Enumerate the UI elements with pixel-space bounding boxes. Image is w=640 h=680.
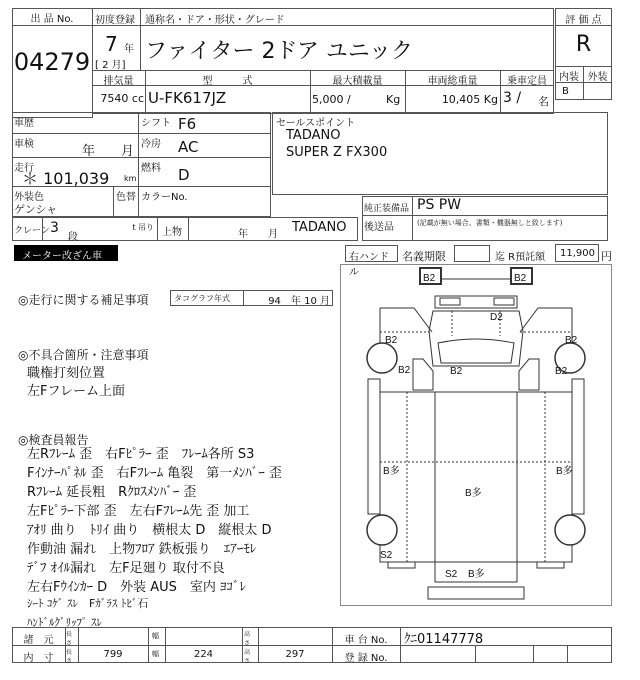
inner-label: 内 寸 (23, 653, 54, 664)
tacho-value: 94 年 10 月 (268, 296, 330, 307)
name-deadline-label: 名義期限 (402, 250, 446, 263)
capacity-unit: 名 (538, 95, 549, 108)
chassis-no: ｸﾆ01147778 (404, 632, 484, 647)
damage-mark: B2 (423, 273, 436, 284)
equipment: PS PW (417, 197, 462, 213)
exterior-label: 外装 (587, 72, 608, 83)
yen-label: 円 (601, 250, 612, 263)
inspector-line: Rﾌﾚｰﾑ 延長粗 Rｸﾛｽﾒﾝﾊﾞｰ 歪 (27, 485, 197, 500)
wheel-rear-left (367, 515, 397, 545)
inner-length: 799 (103, 649, 123, 660)
vehicle-name: ファイター 2ドア ユニック (145, 39, 414, 64)
fuel-label: 燃料 (141, 163, 161, 174)
interior-grade: B (562, 86, 569, 97)
height-label-2: 高さ (244, 649, 251, 665)
width-label: 幅 (152, 632, 159, 640)
inspector-line: 作動油 漏れ 上物ﾌﾛｱ 鉄板張り ｴｱｰﾓﾚ (27, 542, 257, 557)
lot-label: 出 品 No. (30, 14, 74, 25)
windshield (438, 339, 514, 363)
color-label: 外装色 (14, 192, 44, 203)
sales-point-1: TADANO (286, 128, 341, 143)
left-side-gate (368, 379, 380, 514)
max-load-unit: Kg (386, 93, 401, 106)
wheel-rear-right (555, 515, 585, 545)
damage-mark: B2 (565, 335, 578, 346)
inspector-line: ﾊﾝﾄﾞﾙｸﾞﾘｯﾌﾟ ｽﾚ (27, 616, 102, 629)
damage-mark: B多 (383, 466, 400, 477)
gross-weight-label: 車両総重量 (427, 76, 478, 87)
damage-diagram (340, 264, 612, 606)
history-label: 車歴 (14, 118, 34, 129)
inspection-label: 車検 (14, 139, 34, 150)
ton-unit: t 吊り (132, 223, 154, 232)
equipment-label: 純正装備品 (364, 204, 410, 214)
defect-2: 左Fフレーム上面 (27, 384, 125, 399)
capacity: 3 / (503, 90, 522, 106)
rear-bumper (428, 587, 524, 599)
cargo-bed (435, 392, 517, 582)
until-label: 迄 R預託額 (495, 252, 546, 263)
stage-unit: 段 (68, 232, 78, 243)
body-date: 年 月 (238, 229, 278, 240)
rhd-box: 右ハンドル (345, 245, 398, 262)
grade-label: 評 価 点 (565, 15, 602, 26)
model-code: U-FK617JZ (148, 89, 227, 107)
inspector-line: Fｲﾝﾅｰﾊﾟﾈﾙ 歪 右Fﾌﾚｰﾑ 亀裂 第一ﾒﾝﾊﾞｰ 歪 (27, 466, 282, 481)
damage-mark: B2 (398, 365, 411, 376)
width-label-2: 幅 (152, 650, 159, 658)
body-label: 上物 (162, 227, 182, 238)
lot-number: 04279 (13, 48, 91, 76)
inspector-line: ｱｵﾘ 曲り ﾄﾘｲ 曲り 横根太 D 縦根太 D (27, 523, 272, 538)
model-label: 型 式 (202, 76, 253, 87)
ac: AC (178, 138, 199, 156)
name-deadline-box (454, 245, 490, 262)
max-load-label: 最大積載量 (332, 76, 383, 87)
color-change-label: 色替 (116, 192, 136, 203)
color-no-label: カラーNo. (141, 192, 188, 203)
inner-width: 224 (193, 649, 214, 660)
reg-label: 登 録 No. (344, 653, 388, 664)
body-maker: TADANO (292, 220, 347, 235)
overall-grade: R (575, 32, 592, 57)
damage-mark: B2 (385, 335, 398, 346)
capacity-label: 乗車定員 (507, 76, 547, 87)
damage-mark: B2 (450, 366, 463, 377)
wheel-front-left (367, 343, 397, 373)
damage-mark: S2 (380, 550, 393, 561)
height-label: 高さ (244, 631, 251, 647)
reg-year: 7 (105, 32, 118, 56)
running-title: ◎走行に関する補足事項 (18, 293, 149, 307)
length-label: 長さ (66, 631, 73, 647)
later-label: 後送品 (364, 222, 394, 233)
length-label-2: 長さ (66, 649, 73, 665)
fuel: D (178, 166, 190, 184)
damage-mark: B多 (468, 569, 485, 580)
meter-tamper-badge: メーター改ざん車 (14, 245, 118, 261)
ac-label: 冷房 (141, 139, 161, 150)
chassis-label: 車 台 No. (344, 635, 388, 646)
tacho-label: タコグラフ年式 (174, 294, 230, 303)
crane-label: クレーン (14, 226, 50, 236)
damage-mark: B多 (465, 488, 482, 499)
name-label: 通称名・ドア・形状・グレード (145, 15, 285, 26)
defect-1: 職権打刻位置 (27, 366, 106, 381)
inspector-line: 左右Fｳｲﾝｶｰ D 外装 AUS 室内 ﾖｺﾞﾚ (27, 580, 247, 595)
sales-point-2: SUPER Z FX300 (286, 145, 388, 160)
inspector-line: ﾃﾞﾌ ｵｲﾙ漏れ 左F足廻り 取付不良 (27, 561, 225, 576)
inspection: 年 月 (82, 144, 135, 159)
displacement: 7540 cc (100, 92, 144, 105)
shift: F6 (178, 115, 197, 133)
shift-label: シフト (141, 118, 171, 129)
sales-point-label: セールスポイント (276, 118, 356, 129)
gross-weight: 10,405 Kg (441, 93, 498, 106)
mileage-unit: km (124, 174, 137, 183)
year-unit: 年 (124, 44, 134, 55)
damage-mark: S2 (445, 569, 458, 580)
damage-mark: B2 (514, 273, 527, 284)
spec-label: 諸 元 (23, 635, 54, 646)
max-load: 5,000 / (312, 93, 351, 106)
first-reg-label: 初度登録 (95, 15, 135, 26)
inspector-title: ◎検査員報告 (18, 433, 89, 447)
reg-month: [ 2 月] (95, 60, 126, 71)
damage-mark: B2 (555, 366, 568, 377)
mileage: ＊ 101,039 (22, 169, 110, 188)
defect-title: ◎不具合箇所・注意事項 (18, 348, 149, 362)
inspector-line: 左Fﾋﾟﾗｰ下部 歪 左右Fﾌﾚｰﾑ先 歪 加工 (27, 504, 250, 519)
displacement-label: 排気量 (103, 76, 134, 87)
mileage-label: 走行 (14, 163, 34, 174)
recycle-fee: 11,900 (555, 244, 599, 262)
color: ゲンシャ (14, 203, 58, 216)
damage-mark: D2 (490, 312, 503, 323)
interior-label: 内装 (559, 72, 579, 83)
right-side-gate (572, 379, 584, 514)
later-note: (記載が無い場合、書類・機器無しと致します) (417, 219, 563, 227)
inspector-line: ｼｰﾄ ｺｹﾞ ｽﾚ Fｶﾞﾗｽ ﾄﾋﾞ石 (27, 597, 149, 610)
crane-stages: 3 (50, 220, 59, 236)
damage-mark: B多 (556, 466, 573, 477)
inspector-line: 左Rﾌﾚｰﾑ 歪 右Fﾋﾟﾗｰ 歪 ﾌﾚｰﾑ各所 S3 (27, 447, 255, 462)
inner-height: 297 (285, 649, 305, 660)
